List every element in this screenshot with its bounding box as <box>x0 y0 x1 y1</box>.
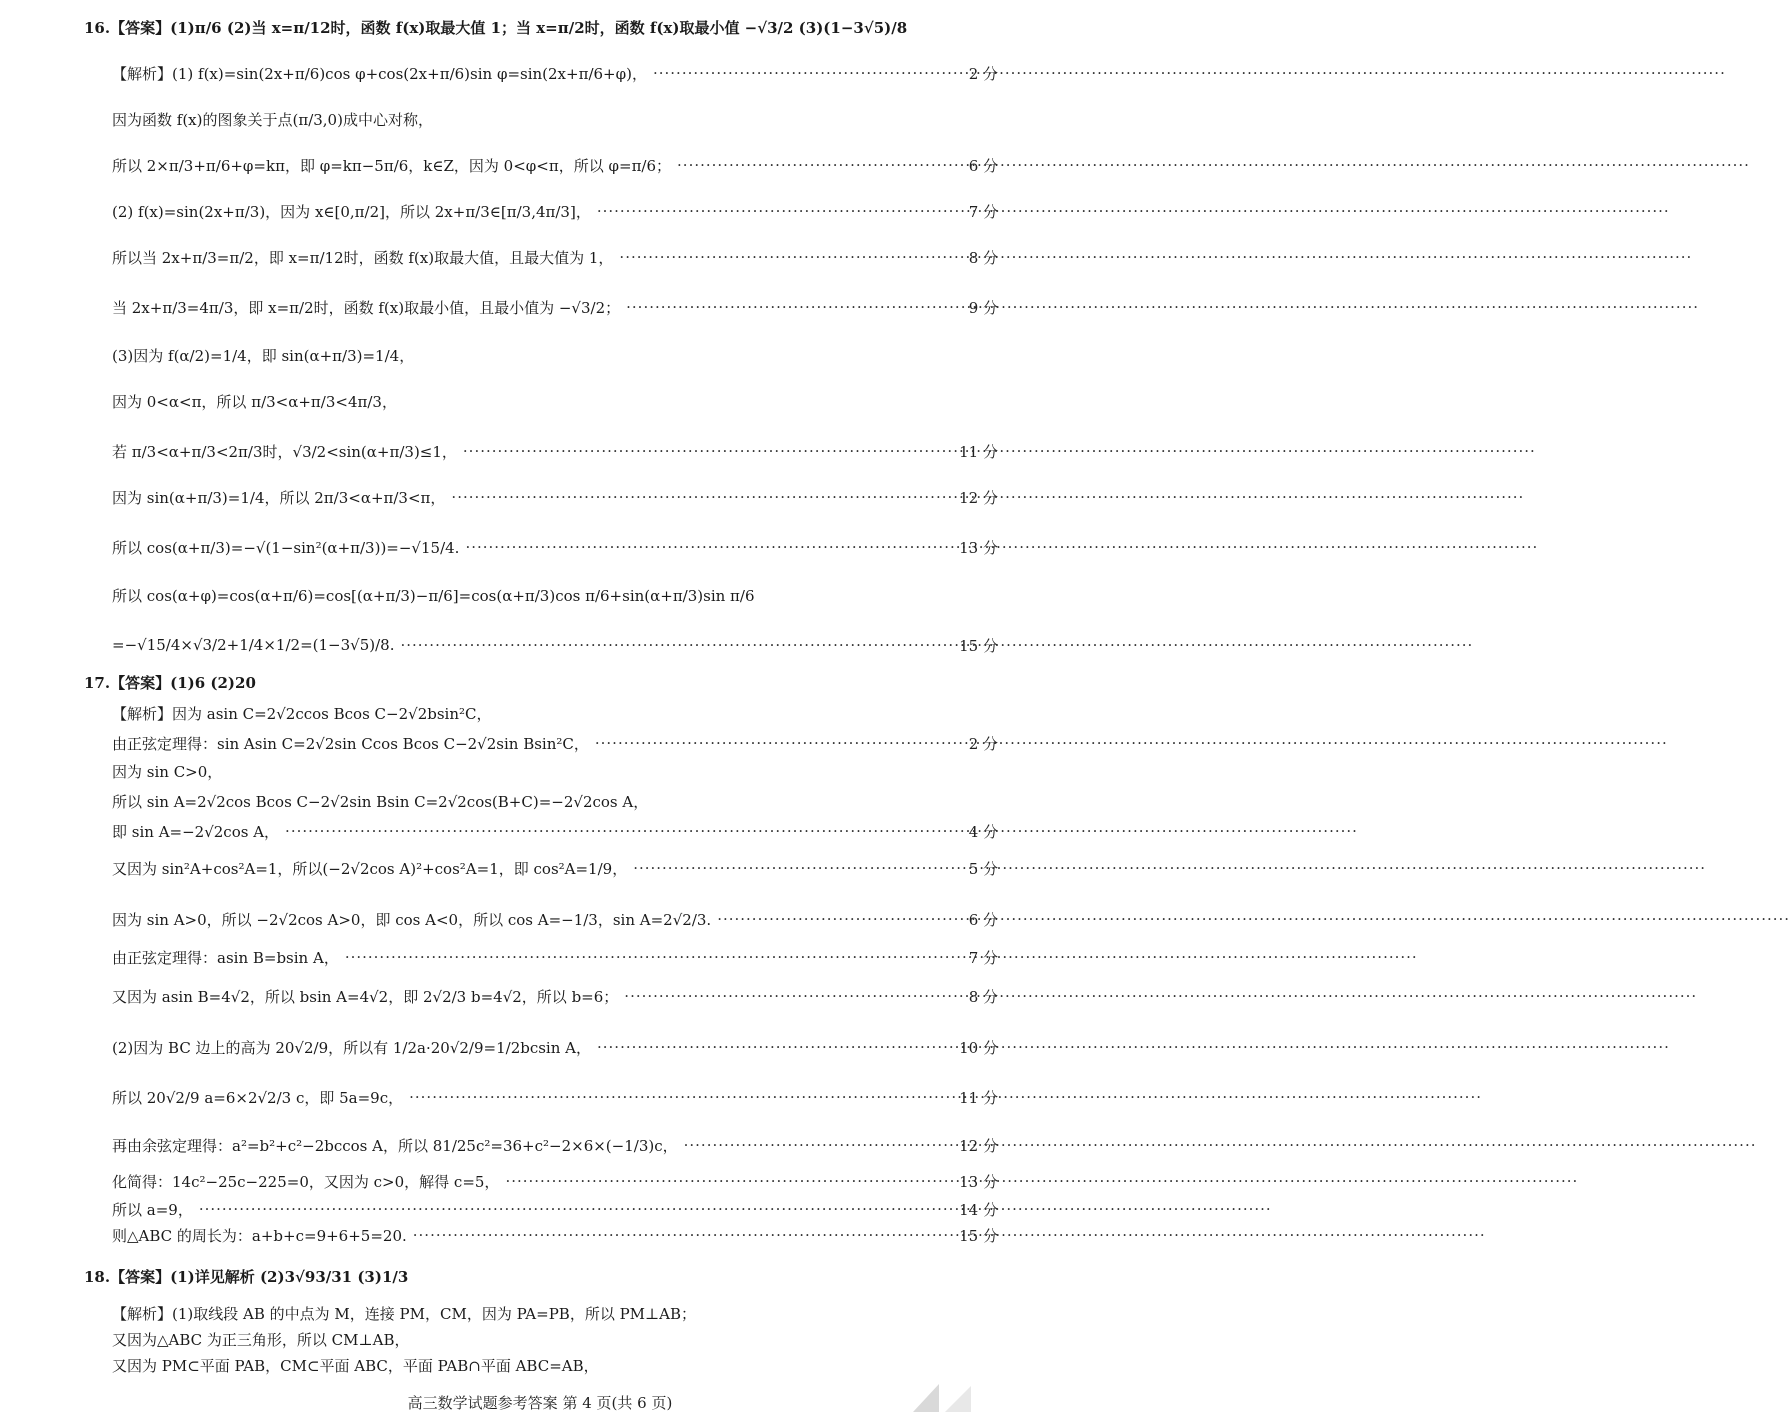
score-label: 12 分 <box>959 488 998 507</box>
q16-solution-line <box>112 530 998 564</box>
dot-leader <box>624 987 962 1005</box>
score-label: 8 分 <box>968 987 998 1006</box>
score-label: 8 分 <box>968 248 998 267</box>
line-text: 又因为 asin B=4√2，所以 bsin A=4√2，即 2√2/3 b=4√2，所以 b=6； <box>112 987 619 1006</box>
q18-solution-line <box>112 1300 998 1326</box>
score-label: 10 分 <box>959 1038 998 1057</box>
line-text: 【解析】因为 asin C=2√2ccos Bcos C−2√2bsin²C， <box>112 704 492 723</box>
q17-solution-line <box>112 1030 998 1064</box>
line-text: (2)因为 BC 边上的高为 20√2/9，所以有 1/2a·20√2/9=1/2bcsin A， <box>112 1038 591 1057</box>
score-label: 11 分 <box>959 442 998 461</box>
dot-leader <box>451 488 953 506</box>
q17-solution-line <box>112 1196 998 1222</box>
q16-solution-line <box>112 578 998 612</box>
line-text: (2) f(x)=sin(2x+π/3)，因为 x∈[0,π/2]，所以 2x+π/3∈[π/3,4π/3]， <box>112 202 591 221</box>
q16-solution-line <box>112 194 998 228</box>
line-text: =−√15/4×√3/2+1/4×1/2=(1−3√5)/8. <box>112 636 395 654</box>
line-text: 又因为 PM⊂平面 PAB，CM⊂平面 ABC，平面 PAB∩平面 ABC=AB， <box>112 1356 599 1375</box>
dot-leader <box>199 1200 953 1218</box>
line-text: 因为 sin(α+π/3)=1/4，所以 2π/3<α+π/3<π， <box>112 488 446 507</box>
score-label: 7 分 <box>968 202 998 221</box>
dot-leader <box>465 538 953 556</box>
line-text: 因为 sin C>0， <box>112 762 223 781</box>
q17-solution-line <box>112 852 998 884</box>
dot-leader <box>463 442 953 460</box>
q16-solution-line <box>112 338 998 372</box>
score-label: 12 分 <box>959 1136 998 1155</box>
line-text: 所以 sin A=2√2cos Bcos C−2√2sin Bsin C=2√2cos(B+C)=−2√2cos A， <box>112 792 649 811</box>
q17-solution-line <box>112 1128 998 1162</box>
q17-solution-line <box>112 1168 998 1194</box>
q16-solution-line <box>112 290 998 324</box>
q18-solution-line <box>112 1326 998 1352</box>
line-text: 所以 2×π/3+π/6+φ=kπ，即 φ=kπ−5π/6，k∈Z，因为 0<φ<π，所以 φ=π/6； <box>112 156 672 175</box>
score-label: 15 分 <box>959 1226 998 1245</box>
score-label: 14 分 <box>959 1200 998 1219</box>
q17-solution-line <box>112 758 998 784</box>
line-text: 所以当 2x+π/3=π/2，即 x=π/12时，函数 f(x)取最大值，且最大值为 1， <box>112 248 614 267</box>
q17-solution-line <box>112 700 998 726</box>
q17-solution-line <box>112 980 998 1012</box>
dot-leader <box>505 1172 953 1190</box>
dot-leader <box>677 156 963 174</box>
q17-solution-line <box>112 788 998 814</box>
dot-leader <box>653 64 963 82</box>
line-text: 所以 a=9， <box>112 1200 193 1219</box>
q16-answer-line <box>84 10 970 44</box>
q16-solution-line <box>112 434 998 468</box>
q16-solution-line <box>112 628 998 662</box>
q16-solution-line <box>112 384 998 418</box>
line-text: 因为 0<α<π，所以 π/3<α+π/3<4π/3， <box>112 392 397 411</box>
score-label: 2 分 <box>968 734 998 753</box>
dot-leader <box>633 859 962 877</box>
line-text: 即 sin A=−2√2cos A， <box>112 822 280 841</box>
score-label: 4 分 <box>968 822 998 841</box>
line-text: 再由余弦定理得：a²=b²+c²−2bccos A，所以 81/25c²=36+c²−2×6×(−1/3)c， <box>112 1136 678 1155</box>
q18-solution-line <box>112 1352 998 1378</box>
line-text: 因为 sin A>0，所以 −2√2cos A>0，即 cos A<0，所以 cos A=−1/3，sin A=2√2/3. <box>112 910 712 929</box>
score-label: 5 分 <box>968 859 998 878</box>
dot-leader <box>400 636 953 654</box>
line-text: 所以 cos(α+φ)=cos(α+π/6)=cos[(α+π/3)−π/6]=cos(α+π/3)cos π/6+sin(α+π/3)sin π/6 <box>112 586 755 605</box>
q16-solution-line <box>112 102 998 136</box>
line-text: 17.【答案】(1)6 (2)20 <box>84 673 256 692</box>
q18-answer-line <box>84 1260 970 1292</box>
dot-leader <box>626 298 963 316</box>
q17-answer-line <box>84 668 970 696</box>
dot-leader <box>619 248 962 266</box>
line-text: 【解析】(1)取线段 AB 的中点为 M，连接 PM，CM，因为 PA=PB，所以 PM⊥AB； <box>112 1304 697 1323</box>
dot-leader <box>597 202 963 220</box>
line-text: 由正弦定理得：asin B=bsin A， <box>112 948 339 967</box>
dot-leader <box>409 1088 953 1106</box>
line-text: 又因为△ABC 为正三角形，所以 CM⊥AB， <box>112 1330 410 1349</box>
q16-solution-line <box>112 480 998 514</box>
q16-solution-line <box>112 240 998 274</box>
q17-solution-line <box>112 944 998 970</box>
score-label: 2 分 <box>968 64 998 83</box>
score-label: 15 分 <box>959 636 998 655</box>
dot-leader <box>413 1226 953 1244</box>
score-label: 11 分 <box>959 1088 998 1107</box>
score-label: 9 分 <box>968 298 998 317</box>
line-text: 则△ABC 的周长为：a+b+c=9+6+5=20. <box>112 1226 407 1245</box>
line-text: 【解析】(1) f(x)=sin(2x+π/6)cos φ+cos(2x+π/6)sin φ=sin(2x+π/6+φ)， <box>112 64 647 83</box>
line-text: 由正弦定理得：sin Asin C=2√2sin Ccos Bcos C−2√2sin Bsin²C， <box>112 734 589 753</box>
page-footer: 高三数学试题参考答案 第 4 页(共 6 页) <box>407 1394 673 1412</box>
q17-solution-line <box>112 1080 998 1114</box>
line-text: 若 π/3<α+π/3<2π/3时，√3/2<sin(α+π/3)≤1， <box>112 442 457 461</box>
dot-leader <box>345 948 963 966</box>
score-label: 13 分 <box>959 538 998 557</box>
dot-leader <box>597 1038 953 1056</box>
dot-leader <box>684 1136 954 1154</box>
q16-solution-line <box>112 56 998 90</box>
q17-solution-line <box>112 902 998 936</box>
score-label: 7 分 <box>968 948 998 967</box>
q17-solution-line <box>112 1222 998 1248</box>
score-label: 6 分 <box>968 156 998 175</box>
q17-solution-line <box>112 730 998 756</box>
q17-solution-line <box>112 818 998 844</box>
dot-leader <box>595 734 963 752</box>
line-text: 因为函数 f(x)的图象关于点(π/3,0)成中心对称， <box>112 110 433 129</box>
line-text: 18.【答案】(1)详见解析 (2)3√93/31 (3)1/3 <box>84 1267 409 1286</box>
dot-leader <box>285 822 963 840</box>
score-label: 13 分 <box>959 1172 998 1191</box>
line-text: 所以 cos(α+π/3)=−√(1−sin²(α+π/3))=−√15/4. <box>112 538 460 557</box>
line-text: (3)因为 f(α/2)=1/4，即 sin(α+π/3)=1/4， <box>112 346 415 365</box>
line-text: 当 2x+π/3=4π/3，即 x=π/2时，函数 f(x)取最小值，且最小值为 −√3/2； <box>112 298 621 317</box>
score-label: 6 分 <box>968 910 998 929</box>
line-text: 化简得：14c²−25c−225=0，又因为 c>0，解得 c=5， <box>112 1172 500 1191</box>
dot-leader <box>717 910 963 928</box>
line-text: 16.【答案】(1)π/6 (2)当 x=π/12时，函数 f(x)取最大值 1；当 x=π/2时，函数 f(x)取最小值 −√3/2 (3)(1−3√5)/8 <box>84 18 908 37</box>
line-text: 又因为 sin²A+cos²A=1，所以(−2√2cos A)²+cos²A=1，即 cos²A=1/9， <box>112 859 628 878</box>
line-text: 所以 20√2/9 a=6×2√2/3 c，即 5a=9c， <box>112 1088 404 1107</box>
q16-solution-line <box>112 148 998 182</box>
